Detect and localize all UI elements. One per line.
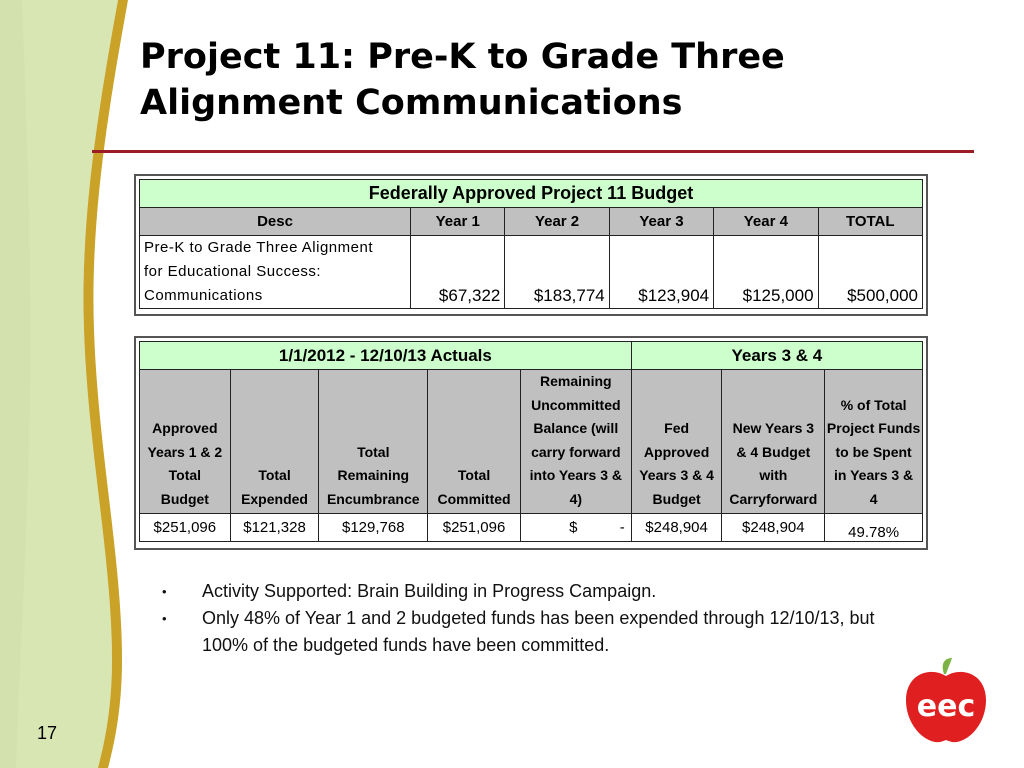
bullet-text-1: Activity Supported: Brain Building in Progress Campaign. xyxy=(202,581,657,601)
desc-line-1: Pre-K to Grade Three Alignment xyxy=(144,239,373,256)
eec-apple-logo-icon xyxy=(900,656,992,748)
budget-table-frame xyxy=(134,174,928,316)
desc-cell xyxy=(140,236,411,309)
new-budget-value: $248,904 xyxy=(722,514,825,542)
bullet-dot-icon: • xyxy=(162,611,167,626)
hdr-uncommitted-2: Uncommitted xyxy=(531,396,621,413)
hdr-encumbrance-2: Remaining xyxy=(337,467,410,483)
approved-value: $251,096 xyxy=(140,514,231,542)
budget-table-header-row xyxy=(140,208,923,236)
hdr-uncommitted-1: Remaining xyxy=(540,373,612,389)
col-header-year-3: Year 3 xyxy=(609,208,713,236)
uncommitted-value xyxy=(520,514,631,542)
actuals-header-row xyxy=(140,370,923,514)
actuals-group-title: 1/1/2012 - 12/10/13 Actuals xyxy=(140,342,632,370)
slide-number: 17 xyxy=(37,723,58,743)
hdr-uncommitted-3: Balance (will xyxy=(533,420,619,436)
title-line-1: Project 11: Pre-K to Grade Three xyxy=(140,37,785,77)
uncommitted-symbol: $ xyxy=(569,519,578,536)
bullet-text-2: Only 48% of Year 1 and 2 budgeted funds has been expended through 12/10/13, but 100% of the budgeted funds have been committed. xyxy=(202,608,875,655)
hdr-fed-4: Budget xyxy=(652,490,701,507)
fed-approved-value: $248,904 xyxy=(631,514,722,542)
hdr-expended-2: Expended xyxy=(241,490,308,507)
expended-value: $121,328 xyxy=(230,514,319,542)
encumbrance-value: $129,768 xyxy=(319,514,428,542)
bullet-item-2 xyxy=(162,605,882,659)
hdr-pct-5: 4 xyxy=(869,490,878,507)
col-header-fed-approved xyxy=(631,370,722,514)
col-header-new-budget xyxy=(722,370,825,514)
year-1-value: $67,322 xyxy=(411,236,505,309)
col-header-percent xyxy=(825,370,923,514)
hdr-uncommitted-5: into Years 3 & xyxy=(529,467,622,483)
col-header-total: TOTAL xyxy=(818,208,922,236)
years-3-4-group-title: Years 3 & 4 xyxy=(631,342,922,370)
title-divider xyxy=(92,150,974,153)
actuals-table xyxy=(139,341,923,542)
bullet-list xyxy=(162,578,882,659)
col-header-committed xyxy=(428,370,521,514)
actuals-values-row xyxy=(140,514,923,542)
slide-title xyxy=(140,34,1000,126)
hdr-approved-2: Years 1 & 2 xyxy=(147,443,223,460)
col-header-year-2: Year 2 xyxy=(505,208,609,236)
hdr-pct-1: % of Total xyxy=(840,396,907,413)
hdr-uncommitted-4: carry forward xyxy=(531,443,621,460)
col-header-encumbrance xyxy=(319,370,428,514)
desc-line-2: for Educational Success: xyxy=(144,263,322,280)
hdr-expended-1: Total xyxy=(258,467,291,483)
hdr-new-2: & 4 Budget xyxy=(736,443,811,460)
logo-text: eec xyxy=(916,689,976,724)
hdr-encumbrance-1: Total xyxy=(357,443,390,460)
col-header-desc: Desc xyxy=(140,208,411,236)
hdr-new-4: Carryforward xyxy=(729,490,818,507)
hdr-approved-4: Budget xyxy=(160,490,209,507)
hdr-uncommitted-6: 4) xyxy=(569,490,583,507)
year-3-value: $123,904 xyxy=(609,236,713,309)
col-header-expended xyxy=(230,370,319,514)
col-header-year-1: Year 1 xyxy=(411,208,505,236)
year-2-value: $183,774 xyxy=(505,236,609,309)
hdr-committed-1: Total xyxy=(457,467,491,483)
budget-table-title: Federally Approved Project 11 Budget xyxy=(140,180,923,208)
title-line-2: Alignment Communications xyxy=(140,83,683,123)
hdr-approved-3: Total xyxy=(168,467,202,483)
desc-line-3: Communications xyxy=(144,287,263,304)
hdr-new-3: with xyxy=(759,467,788,483)
committed-value: $251,096 xyxy=(428,514,521,542)
hdr-fed-3: Years 3 & 4 xyxy=(639,467,714,483)
hdr-pct-2: Project Funds xyxy=(826,420,921,436)
hdr-fed-1: Fed xyxy=(664,420,690,436)
actuals-table-frame xyxy=(134,336,928,550)
uncommitted-dash: - xyxy=(619,519,625,536)
hdr-encumbrance-3: Encumbrance xyxy=(326,490,420,507)
col-header-approved xyxy=(140,370,231,514)
hdr-new-1: New Years 3 xyxy=(732,420,815,436)
bullet-dot-icon: • xyxy=(162,584,167,599)
col-header-uncommitted xyxy=(520,370,631,514)
hdr-approved-1: Approved xyxy=(152,420,218,436)
budget-table xyxy=(139,179,923,309)
year-4-value: $125,000 xyxy=(714,236,818,309)
col-header-year-4: Year 4 xyxy=(714,208,818,236)
percent-value: 49.78% xyxy=(825,514,923,542)
hdr-fed-2: Approved xyxy=(643,443,710,460)
hdr-committed-2: Committed xyxy=(437,490,511,507)
hdr-pct-3: to be Spent xyxy=(835,443,912,460)
bullet-item-1 xyxy=(162,578,882,605)
hdr-pct-4: in Years 3 & xyxy=(834,467,914,483)
total-value: $500,000 xyxy=(818,236,922,309)
budget-table-row xyxy=(140,236,923,309)
